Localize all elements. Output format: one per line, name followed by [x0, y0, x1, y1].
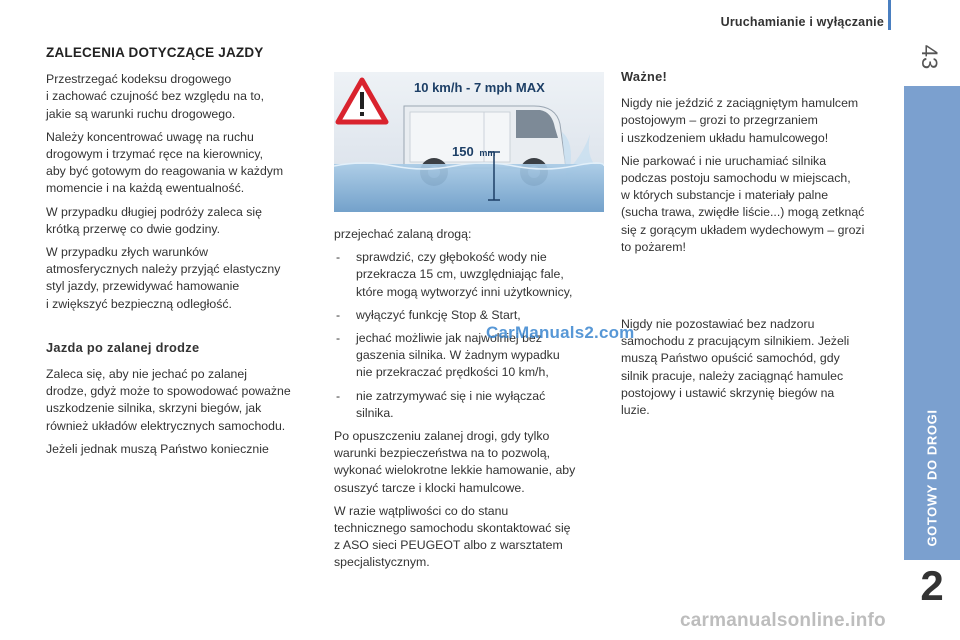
paragraph: Nie parkować i nie uruchamiać silnika podczas postoju samochodu w miejscach, w których substancje i materiały palne (sucha trawa, zwiędłe liście...) mogą zetknąć się z gorącym układem wydechowym – grozi to pożarem! [621, 153, 865, 254]
paragraph: Po opuszczeniu zalanej drogi, gdy tylko warunki bezpieczeństwa na to pozwolą, wykonać wielokrotne lekkie hamowanie, aby osuszyć tarcze i klocki hamulcowe. [334, 429, 576, 495]
paragraph: W razie wątpliwości co do stanu technicznego samochodu skontaktować się z ASO sieci PEUGEOT albo z warsztatem specjalistycznym. [334, 503, 571, 570]
paragraph: Nigdy nie jeździć z zaciągniętym hamulcem postojowym – grozi to przegrzaniem i uszkodzeniem układu hamulcowego! [621, 96, 859, 145]
list-item: - jechać możliwie jak najwolniej bez gaszenia silnika. W żadnym wypadku nie przekraczać prędkości 10 km/h, [334, 330, 604, 382]
list-intro: przejechać zalaną drogą: [334, 227, 472, 241]
note-paragraph: Nigdy nie pozostawiać bez nadzoru samochodu z pracującym silnikiem. Jeżeli muszą Państwo opuścić samochód, gdy silnik pracuje, należy zaciągnąć hamulec postojowy i ustawić skrzynię biegów na luzie. [621, 317, 850, 418]
header-accent-line [888, 0, 891, 30]
flooded-road-illustration [334, 72, 604, 212]
water-depth-value: 150 [452, 144, 474, 159]
sidebar-chapter-label: GOTOWY DO DROGI [924, 409, 940, 547]
important-title: Ważne! [621, 69, 668, 84]
chapter-number: 2 [920, 562, 944, 609]
column-right [621, 68, 896, 425]
page-number: 43 [917, 44, 942, 70]
van-in-water-image [334, 72, 604, 212]
paragraph: Należy koncentrować uwagę na ruchu drogowym i trzymać ręce na kierownicy, aby być gotowym do reagowania w każdym momencie i na każdą ewentualność. [46, 129, 284, 196]
watermark-carmanualsonline: carmanualsonline.info [680, 610, 886, 631]
column-left [46, 44, 318, 464]
chapter-header-title: Uruchamianie i wyłączanie [720, 15, 884, 29]
subsection-title: Jazda po zalanej drodze [46, 339, 200, 355]
paragraph: Jeżeli jednak muszą Państwo koniecznie [46, 441, 269, 456]
water-depth-unit: mm [479, 148, 496, 158]
list-item: - sprawdzić, czy głębokość wody nie przekracza 15 cm, uwzględniając fale, które mogą wytworzyć inni użytkownicy, [334, 249, 604, 301]
section-title: ZALECENIA DOTYCZĄCE JAZDY [46, 45, 264, 60]
speed-limit-label: 10 km/h - 7 mph MAX [414, 80, 545, 95]
list-item: - wyłączyć funkcję Stop & Start, [334, 307, 604, 324]
paragraph: W przypadku długiej podróży zaleca się krótką przerwę co dwie godziny. [46, 204, 262, 236]
paragraph: Zaleca się, aby nie jechać po zalanej drodze, gdyż może to spowodować poważne uszkodzenie silnika, skrzyni biegów, jak również układów elektrycznych samochodu. [46, 367, 291, 433]
column-middle [334, 226, 604, 578]
watermark-carmanuals2: CarManuals2.com [486, 323, 635, 342]
paragraph: W przypadku złych warunków atmosferycznych należy przyjąć elastyczny styl jazdy, przewidywać hamowanie i zwiększyć bezpieczną odległość. [46, 245, 281, 311]
list-item: - nie zatrzymywać się i nie wyłączać silnika. [334, 388, 604, 422]
paragraph: Przestrzegać kodeksu drogowego i zachować czujność bez względu na to, jakie są warunki ruchu drogowego. [46, 72, 265, 121]
